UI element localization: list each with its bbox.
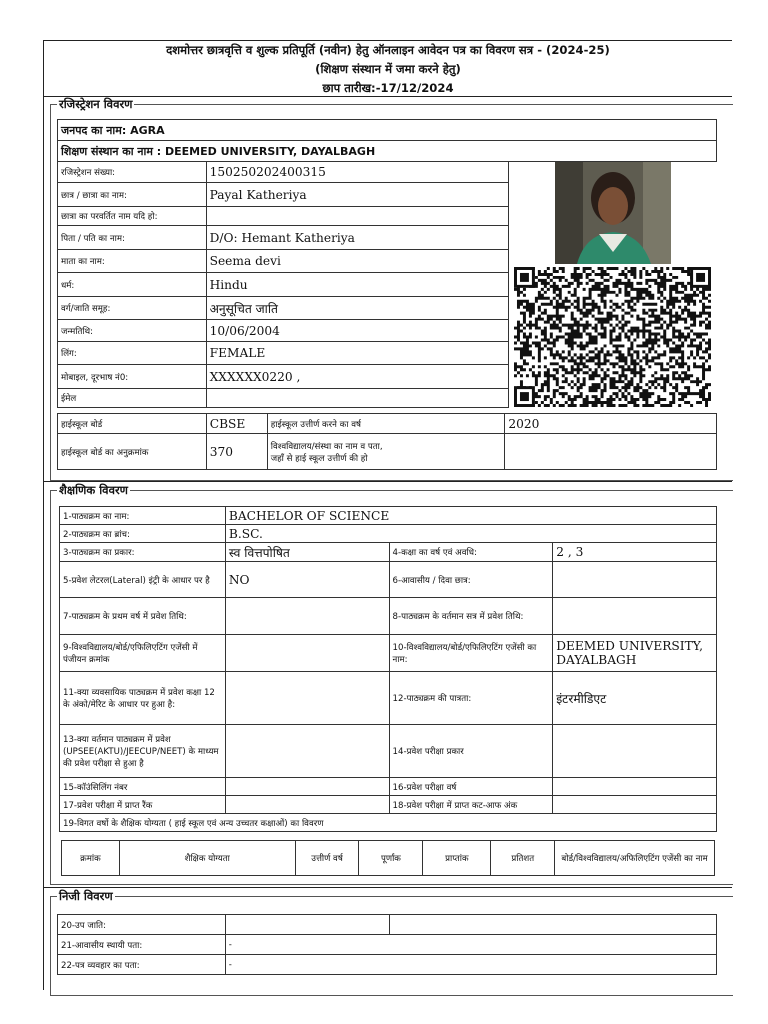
entrance-type-label: 14-प्रवेश परीक्षा प्रकार xyxy=(389,725,553,778)
cutoff-label: 18-प्रवेश परीक्षा में प्राप्त कट-आफ अंक xyxy=(389,796,553,814)
qr-code xyxy=(514,267,711,407)
registration-legend: रजिस्ट्रेशन विवरण xyxy=(59,97,133,111)
lateral-label: 5-प्रवेश लेटरल(Lateral) इंट्री के आधार पर है xyxy=(60,562,226,598)
registration-details-table xyxy=(57,161,509,408)
registration-row xyxy=(58,273,509,297)
course-type-value: स्व वित्तपोषित xyxy=(225,543,389,562)
previous-education-column-header: पूर्णांक xyxy=(359,841,423,876)
registration-no-value xyxy=(225,635,389,672)
hs-board-value: CBSE xyxy=(206,414,267,434)
registration-row-value: अनुसूचित जाति xyxy=(206,297,508,320)
cutoff-value xyxy=(553,796,717,814)
form-title: दशमोत्तर छात्रवृत्ति व शुल्क प्रतिपूर्ति (नवीन) हेतु ऑनलाइन आवेदन पत्र का विवरण सत्र - (2024-25) xyxy=(166,43,610,57)
registration-row xyxy=(58,226,509,250)
hs-roll-value: 370 xyxy=(206,434,267,470)
registration-row xyxy=(58,365,509,389)
registration-row-label: मोबाइल, दूरभाष नं0: xyxy=(58,365,207,389)
registration-row-value: 150250202400315 xyxy=(206,162,508,183)
university-value: DEEMED UNIVERSITY, DAYALBAGH xyxy=(553,635,717,672)
registration-row-value: 10/06/2004 xyxy=(206,320,508,342)
eligibility-label: 12-पाठ्यक्रम की पात्रता: xyxy=(389,672,553,725)
registration-row xyxy=(58,320,509,342)
current-year-date-label: 8-पाठ्यक्रम के वर्तमान सत्र में प्रवेश तिथि: xyxy=(389,598,553,635)
hs-school-value xyxy=(505,434,717,470)
correspondence-address-label: 22-पत्र व्यवहार का पता: xyxy=(58,955,226,975)
correspondence-address-value: - xyxy=(225,955,716,975)
previous-education-column-header: क्रमांक xyxy=(62,841,120,876)
registration-row-label: वर्ग/जाति समूह: xyxy=(58,297,207,320)
branch-label: 2-पाठ्यक्रम का ब्रांच: xyxy=(60,525,226,543)
academic-table xyxy=(59,506,717,832)
registration-row-value: XXXXXX0220 , xyxy=(206,365,508,389)
university-label: 10-विश्वविद्यालय/बोर्ड/एफिलिएटिंग एजेंसी का नाम: xyxy=(389,635,553,672)
hs-school-label-line1: विश्वविद्यालय/संस्था का नाम व पता, xyxy=(270,441,383,452)
lateral-value: NO xyxy=(225,562,389,598)
class-year-label: 4-कक्षा का वर्ष एवं अवधि: xyxy=(389,543,553,562)
course-type-label: 3-पाठ्यक्रम का प्रकार: xyxy=(60,543,226,562)
hs-board-label: हाईस्कूल बोर्ड xyxy=(58,414,207,434)
registration-row-label: पिता / पति का नाम: xyxy=(58,226,207,250)
highschool-table xyxy=(57,413,717,470)
personal-table xyxy=(57,914,717,975)
registration-row-label: धर्म: xyxy=(58,273,207,297)
merit-label: 11-क्या व्यवसायिक पाठ्यक्रम में प्रवेश कक्षा 12 के अंको/मेरिट के आधार पर हुआ है: xyxy=(60,672,226,725)
residential-label: 6-आवासीय / दिवा छात्र: xyxy=(389,562,553,598)
registration-row-value: Payal Katheriya xyxy=(206,183,508,207)
registration-row-value: Hindu xyxy=(206,273,508,297)
student-photo xyxy=(555,162,671,264)
district-name: जनपद का नाम: AGRA xyxy=(58,120,717,141)
previous-education-column-header: बोर्ड/विश्वविद्यालय/अफिलिएटिंग एजेंसी का नाम xyxy=(555,841,715,876)
branch-value: B.SC. xyxy=(225,525,716,543)
registration-row-value xyxy=(206,207,508,226)
first-year-date-value xyxy=(225,598,389,635)
permanent-address-label: 21-आवासीय स्थायी पता: xyxy=(58,935,226,955)
form-subtitle: (शिक्षण संस्थान में जमा करने हेतु) xyxy=(315,62,461,76)
registration-row xyxy=(58,162,509,183)
merit-value xyxy=(225,672,389,725)
first-year-date-label: 7-पाठ्यक्रम के प्रथम वर्ष में प्रवेश तिथि: xyxy=(60,598,226,635)
previous-education-column-header: उत्तीर्ण वर्ष xyxy=(295,841,359,876)
hs-school-label xyxy=(267,434,505,470)
hs-roll-label: हाईस्कूल बोर्ड का अनुक्रमांक xyxy=(58,434,207,470)
previous-education-column-header: प्रतिशत xyxy=(491,841,555,876)
hs-year-value: 2020 xyxy=(505,414,717,434)
permanent-address-value: - xyxy=(225,935,716,955)
registration-row-value: FEMALE xyxy=(206,342,508,365)
course-name-value: BACHELOR OF SCIENCE xyxy=(225,507,716,525)
registration-row-value: Seema devi xyxy=(206,250,508,273)
personal-legend: निजी विवरण xyxy=(59,889,113,903)
registration-no-label: 9-विश्वविद्यालय/बोर्ड/एफिलिएटिंग एजेंसी में पंजीयन क्रमांक xyxy=(60,635,226,672)
hs-school-label-line2: जहाँ से हाई स्कूल उत्तीर्ण की हो xyxy=(270,453,368,464)
entrance-value xyxy=(225,725,389,778)
registration-row xyxy=(58,207,509,226)
registration-row-label: लिंग: xyxy=(58,342,207,365)
entrance-type-value xyxy=(553,725,717,778)
rank-label: 17-प्रवेश परीक्षा में प्राप्त रैंक xyxy=(60,796,226,814)
registration-row-label: छात्रा का परवर्तित नाम यदि हो: xyxy=(58,207,207,226)
exam-year-label: 16-प्रवेश परीक्षा वर्ष xyxy=(389,778,553,796)
form-header xyxy=(44,41,732,98)
registration-row xyxy=(58,342,509,365)
print-date: छाप तारीख:-17/12/2024 xyxy=(322,81,454,95)
registration-row-value xyxy=(206,389,508,408)
registration-row xyxy=(58,183,509,207)
registration-row xyxy=(58,297,509,320)
residential-value xyxy=(553,562,717,598)
registration-row-label: जन्मतिथि: xyxy=(58,320,207,342)
previous-education-column-header: शैक्षिक योग्यता xyxy=(119,841,295,876)
registration-row-value: D/O: Hemant Katheriya xyxy=(206,226,508,250)
counselling-value xyxy=(225,778,389,796)
entrance-label: 13-क्या वर्तमान पाठ्यक्रम में प्रवेश (UPSEE(AKTU)/JEECUP/NEET) के माध्यम की प्रवेश परीक्षा से हुआ है xyxy=(60,725,226,778)
previous-education-column-header: प्राप्तांक xyxy=(423,841,491,876)
registration-row-label: रजिस्ट्रेशन संख्या: xyxy=(58,162,207,183)
rank-value xyxy=(225,796,389,814)
eligibility-value: इंटरमीडिएट xyxy=(553,672,717,725)
previous-education-table xyxy=(61,840,715,876)
subcaste-value xyxy=(225,915,389,935)
subcaste-extra xyxy=(389,915,716,935)
academic-legend: शैक्षणिक विवरण xyxy=(59,483,128,497)
registration-row-label: ईमेल xyxy=(58,389,207,408)
registration-row-label: छात्र / छात्रा का नाम: xyxy=(58,183,207,207)
registration-row-label: माता का नाम: xyxy=(58,250,207,273)
course-name-label: 1-पाठ्यक्रम का नाम: xyxy=(60,507,226,525)
class-year-value: 2 , 3 xyxy=(553,543,717,562)
institute-name: शिक्षण संस्थान का नाम : DEEMED UNIVERSITY, DAYALBAGH xyxy=(58,141,717,162)
exam-year-value xyxy=(553,778,717,796)
registration-row xyxy=(58,250,509,273)
registration-header-table xyxy=(57,119,717,162)
subcaste-label: 20-उप जाति: xyxy=(58,915,226,935)
previous-education-label: 19-विगत वर्षो के शैक्षिक योग्यता ( हाई स्कूल एवं अन्य उच्चतर कक्षाओं) का विवरण xyxy=(60,814,717,832)
counselling-label: 15-कॉउंसिलिंग नंबर xyxy=(60,778,226,796)
hs-year-label: हाईस्कूल उत्तीर्ण करने का वर्ष xyxy=(267,414,505,434)
registration-row xyxy=(58,389,509,408)
current-year-date-value xyxy=(553,598,717,635)
